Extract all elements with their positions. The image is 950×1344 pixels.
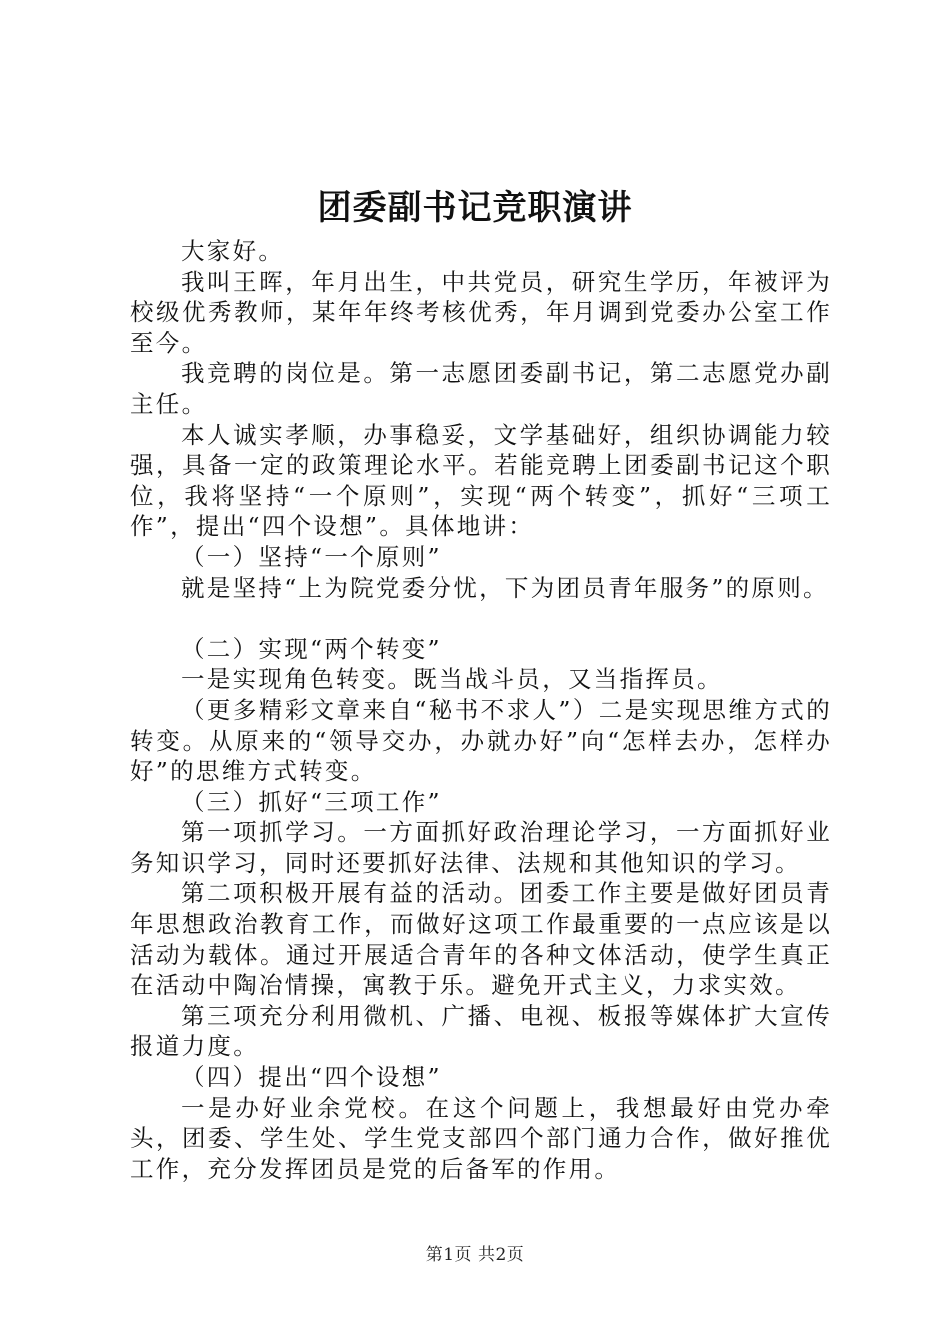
document-title: 团委副书记竞职演讲: [317, 188, 633, 228]
section-heading-4: （四）提出“四个设想”: [181, 1063, 442, 1092]
page-footer: 第1页 共2页: [425, 1245, 525, 1265]
paragraph-position: 我竞聘的岗位是。第一志愿团委副书记，第二志愿党办副主任。: [130, 359, 832, 418]
document-body: [130, 236, 832, 1184]
paragraph-principle: 就是坚持“上为院党委分忧，下为团员青年服务”的原则。: [181, 573, 829, 602]
section-heading-2: （二）实现“两个转变”: [181, 634, 442, 663]
paragraph-role-change: 一是实现角色转变。既当战斗员，又当指挥员。: [181, 665, 723, 694]
section-heading-1: （一）坚持“一个原则”: [181, 542, 442, 571]
paragraph-idea-1: 一是办好业余党校。在这个问题上，我想最好由党办牵头，团委、学生处、学生党支部四个部门通力合作，做好推优工作，充分发挥团员是党的后备军的作用。: [130, 1093, 832, 1183]
paragraph-work-3: 第三项充分利用微机、广播、电视、板报等媒体扩大宣传报道力度。: [130, 1001, 832, 1061]
paragraph-thinking-change: （更多精彩文章来自“秘书不求人”）二是实现思维方式的转变。从原来的“领导交办，办就办好”向“怎样去办，怎样办好”的思维方式转变。: [130, 695, 832, 786]
paragraph-work-1: 第一项抓学习。一方面抓好政治理论学习，一方面抓好业务知识学习，同时还要抓好法律、法规和其他知识的学习。: [130, 818, 832, 877]
blank-line: [130, 603, 832, 634]
section-heading-3: （三）抓好“三项工作”: [181, 787, 442, 816]
paragraph-work-2: 第二项积极开展有益的活动。团委工作主要是做好团员青年思想政治教育工作，而做好这项工作最重要的一点应该是以活动为载体。通过开展适合青年的各种文体活动，使学生真正在活动中陶冶情操，寓教于乐。避免开式主义，力求实效。: [130, 879, 832, 1000]
paragraph-greeting: 大家好。: [181, 237, 285, 265]
paragraph-qualifications: 本人诚实孝顺，办事稳妥，文学基础好，组织协调能力较强，具备一定的政策理论水平。若能竞聘上团委副书记这个职位，我将坚持“一个原则”，实现“两个转变”，抓好“三项工作”，提出“四个设想”。具体地讲：: [130, 420, 832, 541]
paragraph-self-intro: 我叫王晖，年月出生，中共党员，研究生学历，年被评为校级优秀教师，某年年终考核优秀，年月调到党委办公室工作至今。: [130, 267, 832, 357]
